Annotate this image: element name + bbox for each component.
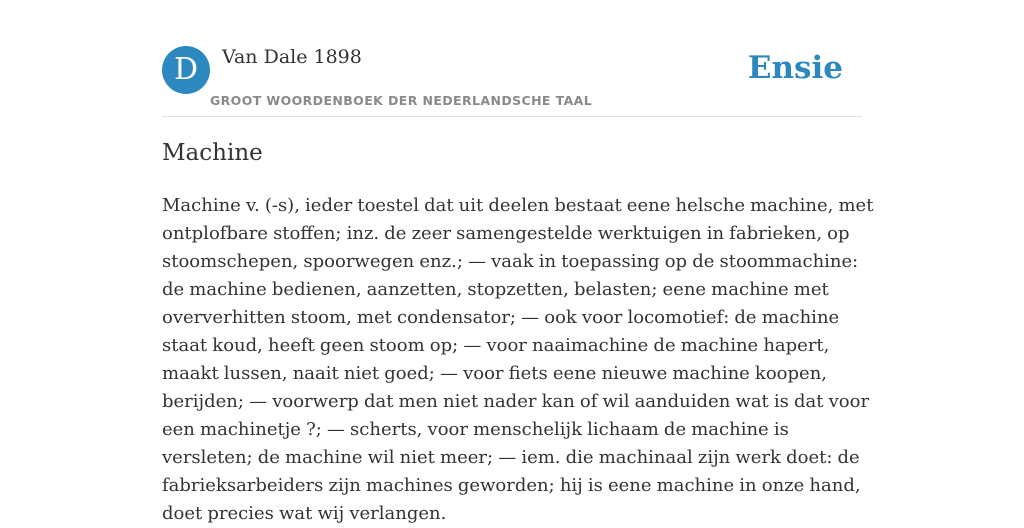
source-title[interactable]: Van Dale 1898 xyxy=(222,46,362,68)
brand-logo[interactable]: Ensie xyxy=(747,50,843,86)
source-header xyxy=(162,46,862,117)
entry-title: Machine xyxy=(162,140,263,166)
source-subtitle: GROOT WOORDENBOEK DER NEDERLANDSCHE TAAL xyxy=(210,93,593,108)
entry-definition: Machine v. (-s), ieder toestel dat uit deelen bestaat eene helsche machine, met ontplofbare stoffen; inz. de zeer samengestelde werktuigen in fabrieken, op stoomschepen, spoorwegen enz.; — vaak in toepassing op de stoommachine: de machine bedienen, aanzetten, stopzetten, belasten; eene machine met oververhitten stoom, met condensator; — ook voor locomotief: de machine staat koud, heeft geen stoom op; — voor naaimachine de machine hapert, maakt lussen, naait niet goed; — voor fiets eene nieuwe machine koopen, berijden; — voorwerp dat men niet nader kan of wil aanduiden wat is dat voor een machinetje ?; — scherts, voor menschelijk lichaam de machine is versleten; de machine wil niet meer; — iem. die machinaal zijn werk doet: de fabrieksarbeiders zijn machines geworden; hij is eene machine in onze hand, doet precies wat wij verlangen. xyxy=(162,195,874,524)
source-logo[interactable]: D xyxy=(162,46,210,94)
